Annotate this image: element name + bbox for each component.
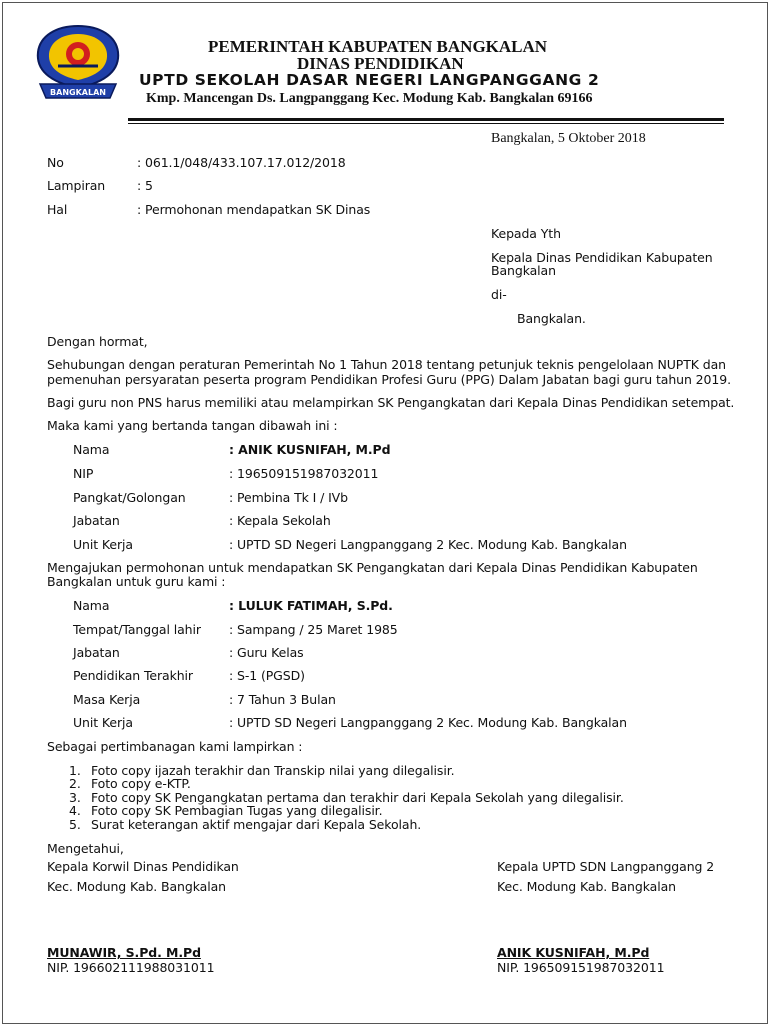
field-value: : Kepala Sekolah — [229, 513, 331, 528]
paragraph-1-line-2: pemenuhan persyaratan peserta program Pendidikan Profesi Guru (PPG) Dalam Jabatan bagi guru tahun 2019. — [47, 372, 731, 387]
recipient-location: Bangkalan. — [517, 311, 586, 326]
field-label: Nama — [73, 442, 110, 457]
meta-no-value: : 061.1/048/433.107.17.012/2018 — [137, 155, 346, 170]
list-item: Foto copy SK Pengangkatan pertama dan terakhir dari Kepala Sekolah yang dilegalisir. — [91, 790, 624, 805]
field-value: : UPTD SD Negeri Langpanggang 2 Kec. Modung Kab. Bangkalan — [229, 537, 627, 552]
right-signer-nip: NIP. 196509151987032011 — [497, 960, 665, 975]
left-signer-subtitle: Kec. Modung Kab. Bangkalan — [47, 879, 226, 894]
svg-text:BANGKALAN: BANGKALAN — [50, 88, 106, 97]
header-school: UPTD SEKOLAH DASAR NEGERI LANGPANGGANG 2 — [139, 71, 600, 89]
header-rule-thick — [128, 118, 724, 121]
field-label: Jabatan — [73, 513, 120, 528]
field-value: : 196509151987032011 — [229, 466, 379, 481]
meta-no-label: No — [47, 155, 64, 170]
paragraph-1-line-1: Sehubungan dengan peraturan Pemerintah No 1 Tahun 2018 tentang petunjuk teknis pengelolaan NUPTK dan — [47, 357, 726, 372]
field-label: Unit Kerja — [73, 715, 133, 730]
field-label: Unit Kerja — [73, 537, 133, 552]
bangkalan-crest-logo — [30, 22, 126, 102]
list-item: Foto copy ijazah terakhir dan Transkip nilai yang dilegalisir. — [91, 763, 455, 778]
paragraph-2: Bagi guru non PNS harus memiliki atau melampirkan SK Pengangkatan dari Kepala Dinas Pendidikan setempat. — [47, 395, 735, 410]
field-value: : S-1 (PGSD) — [229, 668, 305, 683]
field-value: : UPTD SD Negeri Langpanggang 2 Kec. Modung Kab. Bangkalan — [229, 715, 627, 730]
mengetahui-label: Mengetahui, — [47, 841, 124, 856]
field-label: Pangkat/Golongan — [73, 490, 186, 505]
field-label: Jabatan — [73, 645, 120, 660]
paragraph-4-line-1: Mengajukan permohonan untuk mendapatkan SK Pengangkatan dari Kepala Dinas Pendidikan Kabupaten — [47, 560, 698, 575]
list-item: Surat keterangan aktif mengajar dari Kepala Sekolah. — [91, 817, 422, 832]
meta-hal-label: Hal — [47, 202, 68, 217]
field-value: : ANIK KUSNIFAH, M.Pd — [229, 442, 391, 457]
right-signer-title: Kepala UPTD SDN Langpanggang 2 — [497, 859, 715, 874]
field-label: NIP — [73, 466, 94, 481]
left-signer-title: Kepala Korwil Dinas Pendidikan — [47, 859, 239, 874]
header-address: Kmp. Mancengan Ds. Langpanggang Kec. Modung Kab. Bangkalan 69166 — [146, 91, 593, 106]
paragraph-5: Sebagai pertimbanagan kami lampirkan : — [47, 739, 303, 754]
field-label: Tempat/Tanggal lahir — [73, 622, 201, 637]
left-signer-nip: NIP. 196602111988031011 — [47, 960, 215, 975]
header-rule-thin — [128, 123, 724, 124]
list-number: 5. — [69, 817, 81, 832]
right-signer-name: ANIK KUSNIFAH, M.Pd — [497, 945, 650, 960]
field-label: Nama — [73, 598, 110, 613]
recipient-title: Kepala Dinas Pendidikan Kabupaten — [491, 250, 713, 265]
paragraph-3: Maka kami yang bertanda tangan dibawah ini : — [47, 418, 338, 433]
recipient-greeting: Kepada Yth — [491, 226, 561, 241]
list-number: 4. — [69, 803, 81, 818]
recipient-city: Bangkalan — [491, 263, 556, 278]
field-label: Pendidikan Terakhir — [73, 668, 193, 683]
field-value: : 7 Tahun 3 Bulan — [229, 692, 336, 707]
field-value: : Pembina Tk I / IVb — [229, 490, 348, 505]
recipient-di: di- — [491, 287, 507, 302]
meta-lampiran-value: : 5 — [137, 178, 153, 193]
field-value: : LULUK FATIMAH, S.Pd. — [229, 598, 393, 613]
list-number: 1. — [69, 763, 81, 778]
field-value: : Guru Kelas — [229, 645, 304, 660]
meta-lampiran-label: Lampiran — [47, 178, 106, 193]
field-label: Masa Kerja — [73, 692, 141, 707]
letter-date: Bangkalan, 5 Oktober 2018 — [491, 131, 646, 146]
header-government: PEMERINTAH KABUPATEN BANGKALAN — [208, 37, 548, 56]
list-number: 2. — [69, 776, 81, 791]
right-signer-subtitle: Kec. Modung Kab. Bangkalan — [497, 879, 676, 894]
paragraph-4-line-2: Bangkalan untuk guru kami : — [47, 574, 226, 589]
list-item: Foto copy e-KTP. — [91, 776, 191, 791]
greeting: Dengan hormat, — [47, 334, 148, 349]
list-number: 3. — [69, 790, 81, 805]
left-signer-name: MUNAWIR, S.Pd. M.Pd — [47, 945, 201, 960]
field-value: : Sampang / 25 Maret 1985 — [229, 622, 398, 637]
meta-hal-value: : Permohonan mendapatkan SK Dinas — [137, 202, 371, 217]
header-department: DINAS PENDIDIKAN — [297, 54, 464, 73]
list-item: Foto copy SK Pembagian Tugas yang dilegalisir. — [91, 803, 383, 818]
